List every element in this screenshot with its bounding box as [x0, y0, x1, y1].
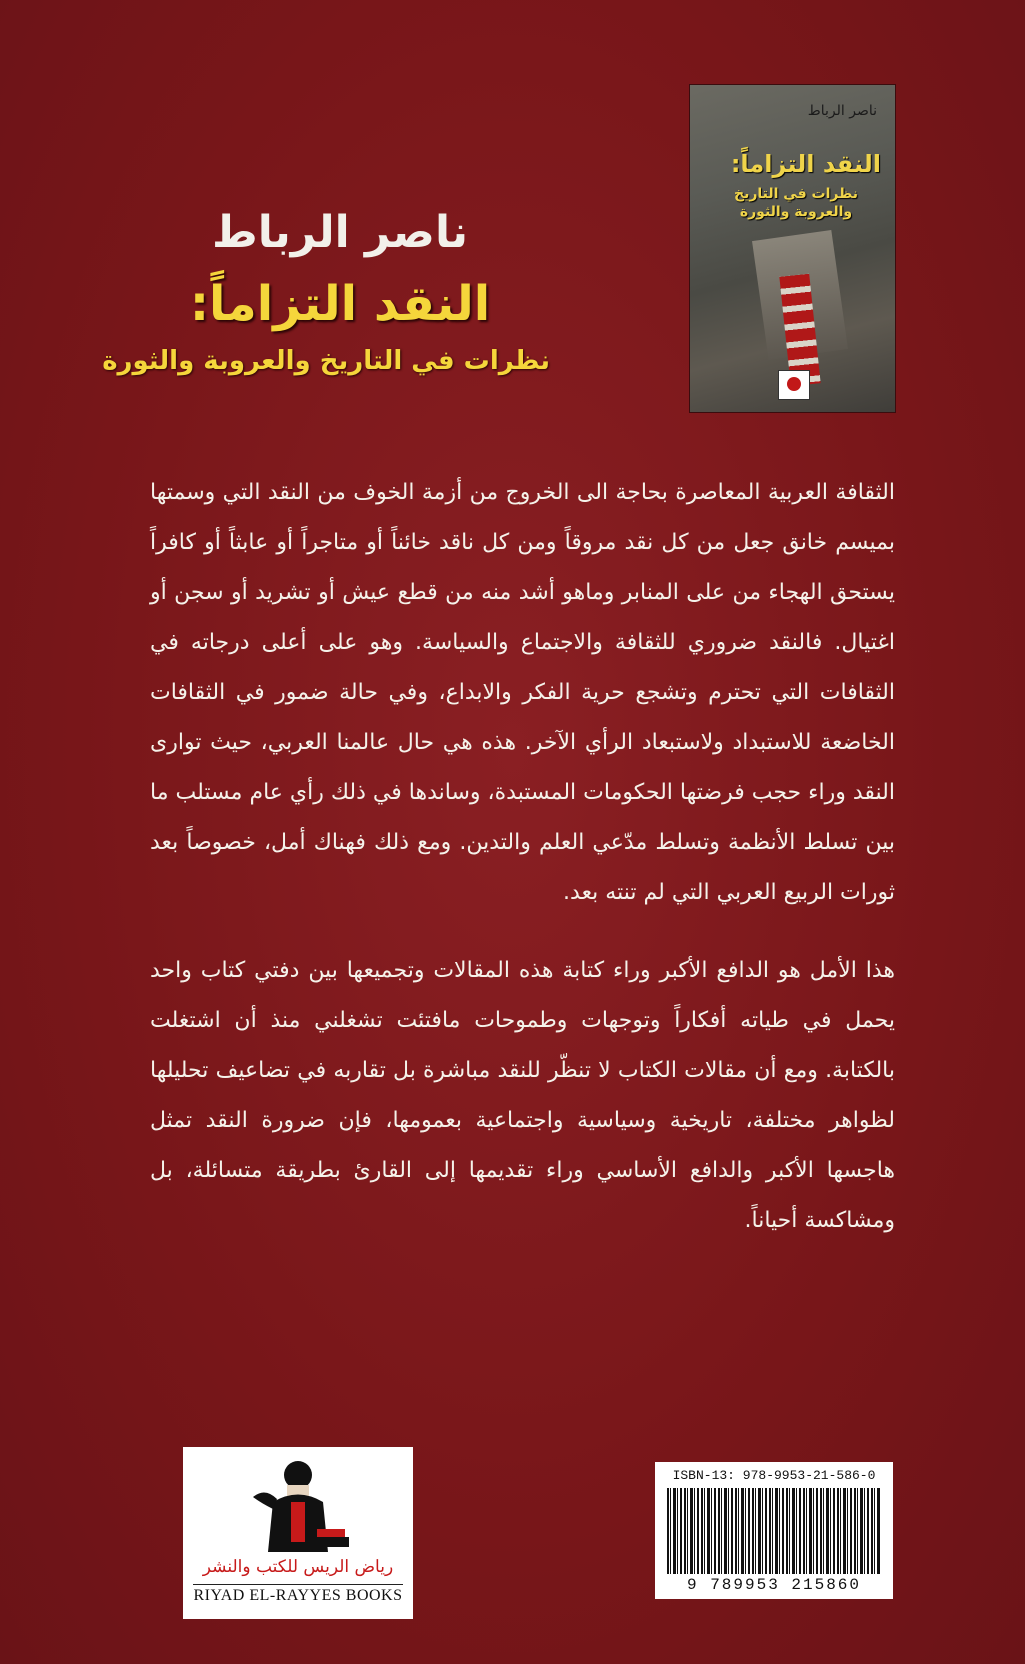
publisher-arabic-name: رياض الريس للكتب والنشر	[202, 1557, 394, 1577]
book-title: النقد التزاماً:	[189, 276, 491, 332]
isbn-label: ISBN-13: 978-9953-21-586-0	[672, 1468, 876, 1483]
book-subtitle: نظرات في التاريخ والعروبة والثورة	[102, 346, 550, 376]
blurb-paragraph: الثقافة العربية المعاصرة بحاجة الى الخروج من أزمة الخوف من النقد التي وسمتها بميسم خانق جعل من كل نقد مروقاً ومن كل ناقد خائناً أو متاجراً أو عابثاً أو كافراً يستحق الهجاء من على المنابر وماهو أشد منه من قطع عيش أو تشريد أو سجن أو اغتيال. فالنقد ضروري للثقافة والاجتماع والسياسة. وهو على أعلى درجاته في الثقافات التي تحترم وتشجع حرية الفكر والابداع، وفي حالة ضمور في الثقافات الخاضعة للاستبداد ولاستبعاد الرأي الآخر. هذه هي حال عالمنا العربي، حيث توارى النقد وراء حجب فرضتها الحكومات المستبدة، وساندها في ذلك رأي عام مستلب ما بين تسلط الأنظمة وتسلط مدّعي العلم والتدين. ومع ذلك فهناك أمل، خصوصاً بعد ثورات الربيع العربي التي لم تنته بعد.	[150, 480, 895, 905]
publisher-english-name: RIYAD EL-RAYYES BOOKS	[193, 1587, 403, 1604]
publisher-logo	[183, 1447, 413, 1619]
thumbnail-title: النقد التزاماً:	[730, 150, 881, 178]
publisher-divider	[193, 1584, 403, 1585]
isbn-barcode	[655, 1462, 893, 1599]
thumbnail-publisher-logo-icon	[778, 370, 810, 400]
blurb-paragraph: هذا الأمل هو الدافع الأكبر وراء كتابة هذه المقالات وتجميعها بين دفتي كتاب واحد يحمل في طياته أفكاراً وتوجهات وطموحات مافتئت تشغلني منذ أن اشتغلت بالكتابة. ومع أن مقالات الكتاب لا تنظّر للنقد مباشرة بل تقاربه في تضاعيف تحليلها لظواهر مختلفة، تاريخية وسياسية واجتماعية بعمومها، فإن ضرورة النقد تمثل هاجسها الأكبر والدافع الأساسي وراء تقديمها إلى القارئ بطريقة متسائلة، بل ومشاكسة أحياناً.	[150, 958, 895, 1233]
thumbnail-author: ناصر الرباط	[807, 103, 877, 119]
cover-header	[102, 205, 550, 381]
publisher-figure-icon	[243, 1457, 353, 1557]
author-name: ناصر الرباط	[212, 207, 468, 258]
barcode-digits: 9 789953 215860	[686, 1576, 862, 1594]
thumbnail-subtitle: نظرات في التاريخ والعروبة والثورة	[734, 186, 858, 220]
front-cover-thumbnail	[690, 85, 895, 412]
barcode-bars-icon	[667, 1488, 881, 1574]
blurb-text	[150, 468, 895, 1246]
